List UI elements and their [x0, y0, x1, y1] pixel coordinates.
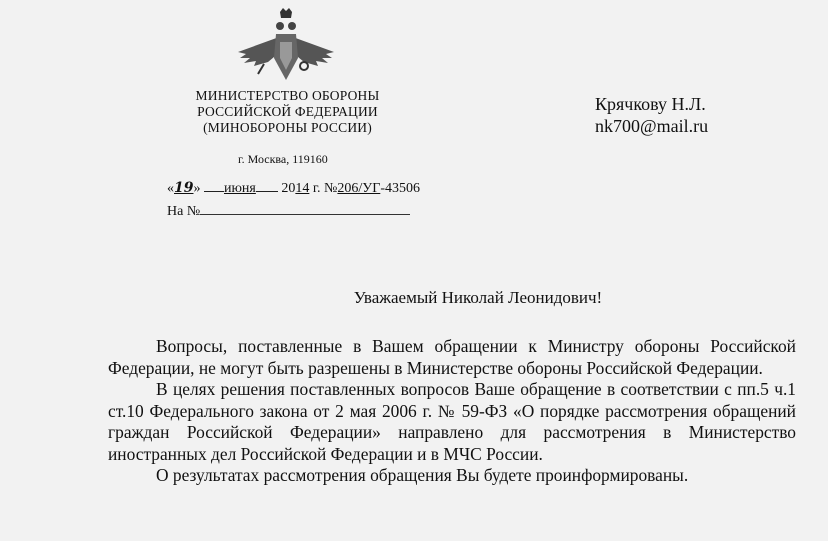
- city-address: г. Москва, 119160: [238, 152, 328, 166]
- reference-line: На №: [167, 202, 410, 220]
- greeting: Уважаемый Николай Леонидович!: [353, 288, 603, 307]
- paragraph: О результатах рассмотрения обращения Вы будете проинформированы.: [156, 465, 689, 485]
- date-day: 19: [174, 180, 194, 196]
- dateline: «19» июня 2014 г. №206/УГ-43506: [167, 180, 420, 196]
- paragraph: Вопросы, поставленные в Вашем обращении к Министру обороны Российской Федерации, не могут быть разрешены в Министерстве обороны Российской Федерации.: [108, 336, 796, 378]
- reference-blank: [200, 202, 410, 215]
- letter-body: [108, 336, 796, 487]
- recipient-email: nk700@mail.ru: [595, 116, 709, 136]
- recipient-name: Крячкову Н.Л.: [595, 94, 706, 114]
- ministry-line-2: РОССИЙСКОЙ ФЕДЕРАЦИИ: [197, 104, 378, 119]
- recipient-block: [595, 93, 708, 137]
- ministry-line-3: (МИНОБОРОНЫ РОССИИ): [203, 120, 372, 135]
- date-month: июня: [223, 181, 256, 196]
- paragraph: В целях решения поставленных вопросов Ваше обращение в соответствии с пп.5 ч.1 ст.10 Федерального закона от 2 мая 2006 г. № 59-ФЗ «О порядке рассмотрения обращений граждан Российской Федерации» направлено для рассмотрения в Министерство иностранных дел Российской Федерации и в МЧС России.: [108, 379, 796, 464]
- eagle-emblem-icon: [236, 8, 336, 84]
- date-year: 14: [295, 181, 310, 196]
- ministry-name: [185, 88, 390, 136]
- ministry-line-1: МИНИСТЕРСТВО ОБОРОНЫ: [195, 88, 380, 103]
- document-number: 206/УГ: [337, 181, 381, 196]
